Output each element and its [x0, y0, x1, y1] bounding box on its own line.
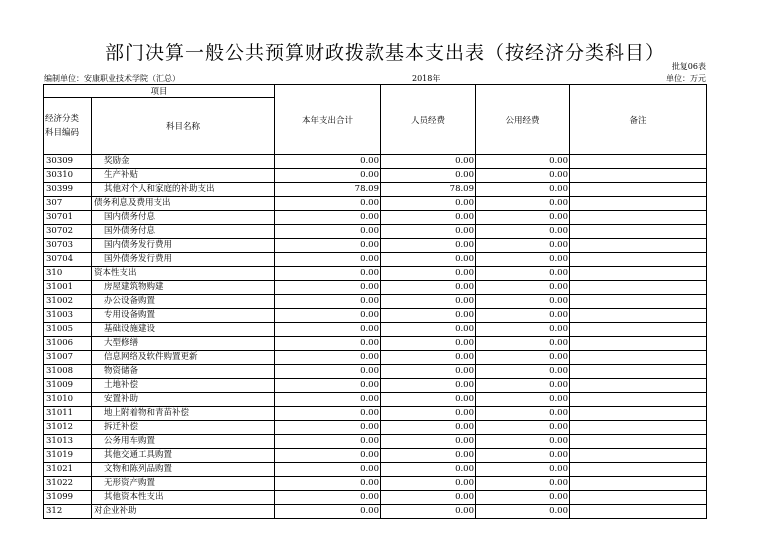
row-public: 0.00 [476, 197, 570, 211]
row-code: 30702 [44, 225, 92, 239]
table-row [44, 323, 707, 337]
row-personnel: 0.00 [381, 463, 476, 477]
expenditure-table [43, 84, 707, 519]
row-name: 基础设施建设 [92, 323, 275, 337]
row-public: 0.00 [476, 365, 570, 379]
table-row [44, 337, 707, 351]
row-code: 31019 [44, 449, 92, 463]
row-code: 30704 [44, 253, 92, 267]
table-row [44, 281, 707, 295]
row-code: 30399 [44, 183, 92, 197]
row-public: 0.00 [476, 491, 570, 505]
row-code: 307 [44, 197, 92, 211]
row-personnel: 0.00 [381, 211, 476, 225]
form-number: 批复06表 [671, 62, 706, 71]
row-note [570, 337, 707, 351]
row-code: 31021 [44, 463, 92, 477]
row-total: 0.00 [275, 169, 381, 183]
row-name: 大型修缮 [92, 337, 275, 351]
row-personnel: 0.00 [381, 155, 476, 169]
row-total: 0.00 [275, 449, 381, 463]
row-public: 0.00 [476, 351, 570, 365]
row-total: 0.00 [275, 267, 381, 281]
row-code: 31005 [44, 323, 92, 337]
table-row [44, 253, 707, 267]
row-name: 土地补偿 [92, 379, 275, 393]
header-total: 本年支出合计 [275, 85, 381, 155]
row-public: 0.00 [476, 407, 570, 421]
table-row [44, 463, 707, 477]
row-name: 拆迁补偿 [92, 421, 275, 435]
row-public: 0.00 [476, 155, 570, 169]
row-personnel: 0.00 [381, 239, 476, 253]
row-note [570, 435, 707, 449]
row-total: 0.00 [275, 351, 381, 365]
row-public: 0.00 [476, 225, 570, 239]
row-personnel: 0.00 [381, 169, 476, 183]
row-total: 0.00 [275, 239, 381, 253]
row-note [570, 295, 707, 309]
row-public: 0.00 [476, 323, 570, 337]
row-name: 生产补贴 [92, 169, 275, 183]
row-note [570, 239, 707, 253]
table-row [44, 407, 707, 421]
row-note [570, 253, 707, 267]
row-total: 0.00 [275, 253, 381, 267]
row-total: 0.00 [275, 197, 381, 211]
row-public: 0.00 [476, 463, 570, 477]
row-note [570, 449, 707, 463]
row-name: 其他交通工具购置 [92, 449, 275, 463]
row-note [570, 491, 707, 505]
row-personnel: 0.00 [381, 393, 476, 407]
row-code: 31012 [44, 421, 92, 435]
row-code: 30310 [44, 169, 92, 183]
row-total: 0.00 [275, 477, 381, 491]
row-public: 0.00 [476, 421, 570, 435]
row-note [570, 225, 707, 239]
row-total: 0.00 [275, 295, 381, 309]
header-note: 备注 [570, 85, 707, 155]
row-name: 地上附着物和青苗补偿 [92, 407, 275, 421]
row-personnel: 0.00 [381, 351, 476, 365]
row-public: 0.00 [476, 435, 570, 449]
header-public: 公用经费 [476, 85, 570, 155]
row-public: 0.00 [476, 449, 570, 463]
table-row [44, 351, 707, 365]
amount-unit: 单位：万元 [666, 74, 706, 83]
row-public: 0.00 [476, 477, 570, 491]
table-row [44, 309, 707, 323]
table-row [44, 197, 707, 211]
row-public: 0.00 [476, 393, 570, 407]
row-personnel: 0.00 [381, 253, 476, 267]
row-name: 对企业补助 [92, 505, 275, 519]
row-personnel: 0.00 [381, 505, 476, 519]
row-code: 310 [44, 267, 92, 281]
row-note [570, 477, 707, 491]
row-note [570, 365, 707, 379]
row-note [570, 169, 707, 183]
row-code: 31009 [44, 379, 92, 393]
row-code: 31001 [44, 281, 92, 295]
row-note [570, 211, 707, 225]
row-personnel: 78.09 [381, 183, 476, 197]
row-code: 30309 [44, 155, 92, 169]
row-name: 办公设备购置 [92, 295, 275, 309]
header-item: 项目 [44, 85, 275, 98]
row-code: 31003 [44, 309, 92, 323]
table-row [44, 393, 707, 407]
row-total: 0.00 [275, 435, 381, 449]
row-note [570, 183, 707, 197]
table-row [44, 155, 707, 169]
row-personnel: 0.00 [381, 225, 476, 239]
row-name: 国外债务发行费用 [92, 253, 275, 267]
row-personnel: 0.00 [381, 449, 476, 463]
row-note [570, 463, 707, 477]
table-row [44, 239, 707, 253]
row-name: 公务用车购置 [92, 435, 275, 449]
table-row [44, 225, 707, 239]
row-note [570, 351, 707, 365]
row-name: 奖励金 [92, 155, 275, 169]
header-personnel: 人员经费 [381, 85, 476, 155]
row-total: 0.00 [275, 393, 381, 407]
table-row [44, 491, 707, 505]
row-name: 国内债务付息 [92, 211, 275, 225]
table-row [44, 267, 707, 281]
compiling-unit: 编制单位：安康职业技术学院（汇总） [44, 74, 180, 83]
row-personnel: 0.00 [381, 337, 476, 351]
row-note [570, 505, 707, 519]
row-personnel: 0.00 [381, 197, 476, 211]
row-total: 0.00 [275, 379, 381, 393]
table-row [44, 435, 707, 449]
table-row [44, 379, 707, 393]
row-public: 0.00 [476, 309, 570, 323]
row-personnel: 0.00 [381, 491, 476, 505]
row-name: 国内债务发行费用 [92, 239, 275, 253]
table-row [44, 505, 707, 519]
row-total: 0.00 [275, 421, 381, 435]
row-name: 文物和陈列品购置 [92, 463, 275, 477]
row-total: 0.00 [275, 323, 381, 337]
table-row [44, 365, 707, 379]
row-personnel: 0.00 [381, 407, 476, 421]
row-code: 30703 [44, 239, 92, 253]
row-total: 0.00 [275, 211, 381, 225]
header-code [44, 98, 92, 155]
row-name: 专用设备购置 [92, 309, 275, 323]
row-public: 0.00 [476, 169, 570, 183]
row-code: 31008 [44, 365, 92, 379]
row-personnel: 0.00 [381, 309, 476, 323]
table-row [44, 183, 707, 197]
row-public: 0.00 [476, 505, 570, 519]
row-total: 0.00 [275, 309, 381, 323]
row-public: 0.00 [476, 239, 570, 253]
row-note [570, 323, 707, 337]
row-note [570, 267, 707, 281]
header-code-line2: 科目编码 [45, 128, 80, 138]
row-note [570, 197, 707, 211]
row-name: 安置补助 [92, 393, 275, 407]
row-public: 0.00 [476, 337, 570, 351]
row-name: 物资储备 [92, 365, 275, 379]
row-personnel: 0.00 [381, 379, 476, 393]
row-name: 其他资本性支出 [92, 491, 275, 505]
row-total: 78.09 [275, 183, 381, 197]
row-name: 无形资产购置 [92, 477, 275, 491]
table-row [44, 295, 707, 309]
row-name: 房屋建筑物购建 [92, 281, 275, 295]
row-name: 信息网络及软件购置更新 [92, 351, 275, 365]
row-code: 31099 [44, 491, 92, 505]
row-public: 0.00 [476, 211, 570, 225]
row-public: 0.00 [476, 253, 570, 267]
row-total: 0.00 [275, 225, 381, 239]
row-total: 0.00 [275, 491, 381, 505]
row-personnel: 0.00 [381, 295, 476, 309]
table-row [44, 449, 707, 463]
row-note [570, 407, 707, 421]
row-personnel: 0.00 [381, 281, 476, 295]
row-public: 0.00 [476, 295, 570, 309]
row-public: 0.00 [476, 267, 570, 281]
row-total: 0.00 [275, 155, 381, 169]
row-note [570, 393, 707, 407]
header-name: 科目名称 [92, 98, 275, 155]
row-code: 30701 [44, 211, 92, 225]
table-row [44, 477, 707, 491]
row-note [570, 379, 707, 393]
report-year: 2018年 [412, 74, 441, 83]
row-name: 债务利息及费用支出 [92, 197, 275, 211]
row-code: 31011 [44, 407, 92, 421]
row-personnel: 0.00 [381, 267, 476, 281]
row-code: 312 [44, 505, 92, 519]
row-code: 31007 [44, 351, 92, 365]
header-code-line1: 经济分类 [45, 114, 80, 124]
row-personnel: 0.00 [381, 323, 476, 337]
page-title: 部门决算一般公共预算财政拨款基本支出表（按经济分类科目） [104, 42, 665, 64]
row-note [570, 309, 707, 323]
row-note [570, 281, 707, 295]
row-code: 31010 [44, 393, 92, 407]
row-total: 0.00 [275, 407, 381, 421]
row-code: 31006 [44, 337, 92, 351]
row-total: 0.00 [275, 337, 381, 351]
row-total: 0.00 [275, 365, 381, 379]
row-code: 31022 [44, 477, 92, 491]
row-note [570, 421, 707, 435]
table-row [44, 211, 707, 225]
table-body [44, 155, 707, 519]
row-personnel: 0.00 [381, 477, 476, 491]
table-row [44, 169, 707, 183]
row-name: 国外债务付息 [92, 225, 275, 239]
row-personnel: 0.00 [381, 435, 476, 449]
row-public: 0.00 [476, 281, 570, 295]
row-personnel: 0.00 [381, 365, 476, 379]
row-personnel: 0.00 [381, 421, 476, 435]
table-row [44, 421, 707, 435]
row-total: 0.00 [275, 463, 381, 477]
row-code: 31013 [44, 435, 92, 449]
row-total: 0.00 [275, 281, 381, 295]
row-code: 31002 [44, 295, 92, 309]
row-total: 0.00 [275, 505, 381, 519]
row-name: 资本性支出 [92, 267, 275, 281]
row-public: 0.00 [476, 379, 570, 393]
row-name: 其他对个人和家庭的补助支出 [92, 183, 275, 197]
row-note [570, 155, 707, 169]
row-public: 0.00 [476, 183, 570, 197]
